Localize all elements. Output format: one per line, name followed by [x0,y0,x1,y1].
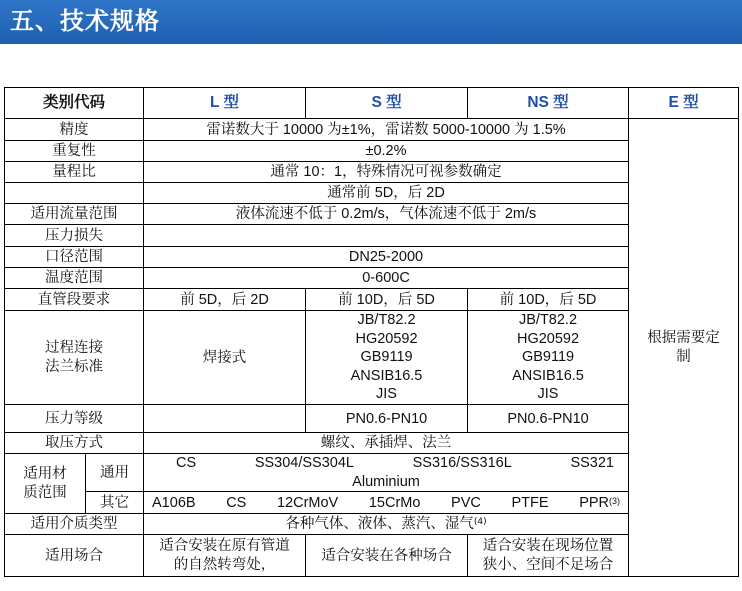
location-ns-line2: 狭小、空间不足场合 [482,556,614,573]
table-row [5,514,739,535]
table-row [5,535,739,577]
location-l-line1: 适合安装在原有管道 [159,538,290,554]
temperature-value: 0-600C [144,268,629,289]
pressure-class-l [144,405,306,433]
table-header-row [5,88,739,119]
section-title: 五、技术规格 [10,7,160,35]
material-label-line2: 质范围 [23,484,67,501]
medium-value [144,514,629,535]
pressure-class-ns: PN0.6-PN10 [468,405,629,433]
table-row [5,204,739,225]
diameter-value: DN25-2000 [144,247,629,268]
table-row [5,183,739,204]
table-row [5,405,739,433]
material-other-line [146,494,626,512]
table-row [5,268,739,289]
straight-note-value: 通常前 5D，后 2D [144,183,629,204]
spec-table [4,87,739,577]
row-label-repeatability: 重复性 [5,141,144,162]
header-type-l: L 型 [144,88,306,119]
table-row [5,119,739,141]
range-ratio-value: 通常 10：1，特殊情况可视参数确定 [144,162,629,183]
material-general-values [144,454,629,492]
straight-pipe-l: 前 5D，后 2D [144,289,306,311]
material-item-ppr [579,494,620,512]
material-item: SS304/SS304L [254,455,354,471]
material-item: 15CrMo [368,494,421,511]
repeatability-value: ±0.2% [144,141,629,162]
pressure-loss-value [144,225,629,247]
straight-pipe-s: 前 10D，后 5D [306,289,468,311]
e-type-column [629,119,739,577]
flange-standard: GB9119 [521,349,575,366]
flange-s [306,311,468,405]
table-row [5,433,739,454]
flange-standard: JIS [537,386,559,403]
flange-standard: HG20592 [516,330,580,347]
e-type-text-line2: 制 [676,348,691,365]
table-row [5,311,739,405]
row-label-straight-pipe: 直管段要求 [5,289,144,311]
tapping-value: 螺纹、承插焊、法兰 [144,433,629,454]
table-row [5,247,739,268]
flange-standard: JB/T82.2 [519,312,578,329]
section-banner [0,0,742,44]
table-row [5,492,739,514]
flange-label-line2: 法兰标准 [45,358,103,375]
table-row [5,141,739,162]
row-label-temperature: 温度范围 [5,268,144,289]
row-label-location: 适用场合 [5,535,144,577]
flange-ns [468,311,629,405]
material-general-label: 通用 [86,454,144,492]
flow-range-value: 液体流速不低于 0.2m/s，气体流速不低于 2m/s [144,204,629,225]
medium-text: 各种气体、液体、蒸汽、湿气 [285,516,474,532]
material-item: CS [226,494,247,511]
location-s: 适合安装在各种场合 [306,535,468,577]
table-row [5,162,739,183]
flange-standard: ANSIB16.5 [512,367,584,384]
straight-pipe-ns: 前 10D，后 5D [468,289,629,311]
material-other-label: 其它 [86,492,144,514]
flange-standard: ANSIB16.5 [350,367,423,384]
footnote-marker: (4) [473,517,487,527]
header-type-e: E 型 [629,88,739,119]
header-category: 类别代码 [5,88,144,119]
row-label-flow-range: 适用流量范围 [5,204,144,225]
accuracy-value: 雷诺数大于 10000 为±1%，雷诺数 5000-10000 为 1.5% [144,119,629,141]
material-item: PTFE [511,494,549,511]
row-label-medium: 适用介质类型 [5,514,144,535]
header-type-ns: NS 型 [468,88,629,119]
material-item: CS [176,455,197,471]
row-label-range-ratio: 量程比 [5,162,144,183]
row-label-material [5,454,86,514]
e-type-text-line1: 根据需要定 [647,330,720,346]
material-general-line2: Aluminium [352,473,420,490]
location-l [144,535,306,577]
material-item: SS316/SS316L [412,455,512,471]
table-row [5,289,739,311]
row-label-flange [5,311,144,405]
flange-standard: GB9119 [360,349,413,366]
row-label-tapping: 取压方式 [5,433,144,454]
row-label-pressure-loss: 压力损失 [5,225,144,247]
flange-standard: HG20592 [355,330,418,347]
flange-label-line1: 过程连接 [45,340,103,356]
material-other-values [144,492,629,514]
material-item: PVC [451,494,481,511]
table-row [5,454,739,492]
material-item: SS321 [570,455,614,471]
table-row [5,225,739,247]
material-item: A106B [152,494,196,511]
material-item: 12CrMoV [276,494,339,511]
material-item: PPR [579,494,610,511]
flange-l: 焊接式 [144,311,306,405]
row-label-pressure-class: 压力等级 [5,405,144,433]
row-label-diameter: 口径范围 [5,247,144,268]
material-label-line1: 适用材 [23,466,67,482]
flange-standard: JIS [376,386,397,403]
location-ns [468,535,629,577]
flange-standard: JB/T82.2 [357,312,416,329]
location-ns-line1: 适合安装在现场位置 [482,538,614,554]
header-type-s: S 型 [306,88,468,119]
row-label-empty [5,183,144,204]
row-label-accuracy: 精度 [5,119,144,141]
pressure-class-s: PN0.6-PN10 [306,405,468,433]
footnote-marker: (3) [609,495,621,506]
location-l-line2: 的自然转弯处， [173,556,276,573]
material-general-line1 [146,454,626,473]
